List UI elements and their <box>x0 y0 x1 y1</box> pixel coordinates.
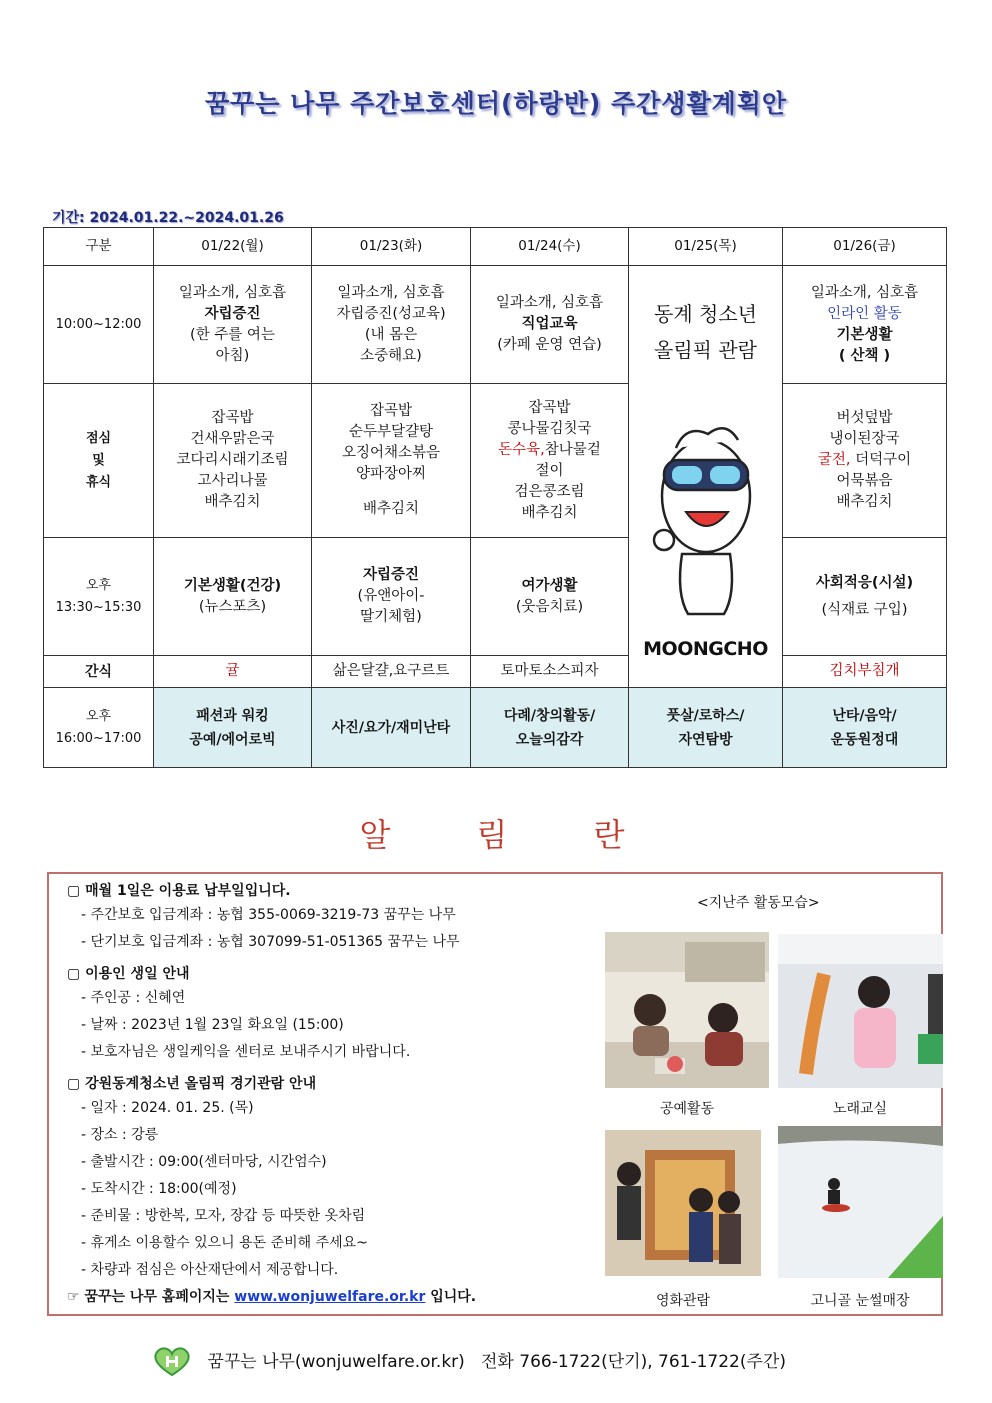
line: 인라인 활동 <box>827 305 902 322</box>
line: 잡곡밥 <box>369 403 413 419</box>
homepage-line <box>67 1284 627 1310</box>
line: 배추김치 <box>204 494 261 510</box>
line: 버섯덮밥 <box>836 410 893 426</box>
line: 코다리시래기조림 <box>176 452 289 468</box>
homepage-suffix: 입니다. <box>430 1289 477 1305</box>
photo-caption: 영화관람 <box>655 1293 711 1309</box>
period-label: 기간: 2024.01.22.~2024.01.26 <box>52 210 284 226</box>
text: 더덕구이 <box>850 452 912 468</box>
line: 냉이된장국 <box>829 431 900 447</box>
photo-caption: 고니골 눈썰매장 <box>810 1293 910 1309</box>
line: 배추김치 <box>521 504 578 521</box>
line: (카페 운영 연습) <box>497 337 602 353</box>
notice-item: - 보호자님은 생일케익을 센터로 보내주시기 바랍니다. <box>81 1044 411 1060</box>
line: ( 산책 ) <box>838 347 891 364</box>
line: 자립증진(성교육) <box>336 305 446 322</box>
homepage-link[interactable]: www.wonjuwelfare.or.kr <box>234 1289 426 1305</box>
header-fri: 01/26(금) <box>783 228 947 266</box>
notice-heading: ▢ 이용인 생일 안내 <box>67 966 190 982</box>
line: 풋살/로하스/ <box>666 707 745 724</box>
mascot-label: MOONGCHO <box>643 638 768 660</box>
cell-wed-afternoon <box>471 538 629 656</box>
notice-item: - 장소 : 강릉 <box>81 1127 159 1143</box>
cell-mon-snack: 귤 <box>154 656 312 688</box>
line: 잡곡밥 <box>211 410 254 426</box>
line: 콩나물김칫국 <box>507 420 592 437</box>
line: 잡곡밥 <box>528 399 571 416</box>
line: 자립증진 <box>204 305 261 322</box>
photo-movie <box>605 1130 761 1276</box>
line: 자립증진 <box>362 567 420 583</box>
notice-heading: ▢ 매월 1일은 이용료 납부일입니다. <box>67 883 291 899</box>
footer-text: 꿈꾸는 나무(wonjuwelfare.or.kr) 전화 766-1722(단기), 761-1722(주간) <box>207 1352 786 1372</box>
notice-item: - 단기보호 입금계좌 : 농협 307099-51-051365 꿈꾸는 나무 <box>81 934 460 950</box>
line: (내 몸은 <box>364 326 418 343</box>
cell-wed-snack: 토마토소스피자 <box>471 656 629 688</box>
notice-heading: ▢ 강원동계청소년 올림픽 경기관람 안내 <box>67 1076 317 1092</box>
header-category: 구분 <box>44 228 154 266</box>
weekly-plan-table <box>43 227 947 768</box>
spacer <box>315 485 467 499</box>
cell-wed-morning <box>471 266 629 384</box>
notice-list <box>67 880 627 1310</box>
photo-caption: 공예활동 <box>659 1101 715 1117</box>
line: 오후 <box>85 577 112 593</box>
line: 일과소개, 심호흡 <box>178 284 287 301</box>
mascot-icon <box>646 414 766 639</box>
line: 소중해요) <box>360 347 422 364</box>
event-line: 올림픽 관람 <box>654 338 757 362</box>
photo-sledding <box>778 1126 943 1278</box>
line: 공예/에어로빅 <box>189 731 276 748</box>
line: 일과소개, 심호흡 <box>495 295 604 311</box>
line: 16:00~17:00 <box>55 730 142 746</box>
homepage-prefix: ☞ 꿈꾸는 나무 홈페이지는 <box>67 1289 230 1305</box>
line: 오징어채소볶음 <box>341 445 441 461</box>
line: 패션과 워킹 <box>196 707 269 724</box>
line: 오늘의감각 <box>515 731 584 748</box>
photo-singing-image <box>778 934 943 1088</box>
cell-thu-late <box>629 688 783 768</box>
cell-tue-lunch <box>312 384 471 538</box>
table-row <box>44 538 947 656</box>
red-text: 굴전, <box>817 452 851 468</box>
cell-fri-snack: 김치부침개 <box>783 656 947 688</box>
cell-mon-morning <box>154 266 312 384</box>
table-header-row <box>44 228 947 266</box>
line: (유앤아이- <box>357 588 425 604</box>
cell-tue-afternoon <box>312 538 471 656</box>
cell-mon-lunch <box>154 384 312 538</box>
cell-tue-late: 사진/요가/재미난타 <box>312 688 471 768</box>
cell-mon-afternoon <box>154 538 312 656</box>
photos-caption: <지난주 활동모습> <box>697 895 820 911</box>
line: 배추김치 <box>362 501 420 517</box>
line: 운동원정대 <box>830 731 899 748</box>
photo-movie-image <box>605 1130 761 1276</box>
line: (뉴스포츠) <box>198 598 267 615</box>
time-late <box>44 688 154 768</box>
line: 어묵볶음 <box>836 473 893 489</box>
line: 순두부달걀탕 <box>348 424 434 440</box>
line: (식재료 구입) <box>821 601 908 618</box>
time-morning: 10:00~12:00 <box>44 266 154 384</box>
notice-item: - 일자 : 2024. 01. 25. (목) <box>81 1100 254 1116</box>
line: 난타/음악/ <box>832 707 897 724</box>
line: 휴식 <box>85 474 112 490</box>
table-row <box>44 688 947 768</box>
header-thu: 01/25(목) <box>629 228 783 266</box>
line: 기본생활(건강) <box>183 577 282 594</box>
notice-item: - 출발시간 : 09:00(센터마당, 시간엄수) <box>81 1154 327 1170</box>
heart-logo-icon <box>152 1347 192 1377</box>
line: 절이 <box>535 462 564 479</box>
line: 양파장아찌 <box>355 466 427 482</box>
cell-fri-late <box>783 688 947 768</box>
line: 및 <box>92 452 105 468</box>
photo-craft <box>605 932 769 1088</box>
line: 검은콩조림 <box>514 483 585 500</box>
line: 고사리나물 <box>197 473 268 489</box>
footer <box>152 1345 786 1379</box>
line <box>786 450 943 471</box>
time-snack: 간식 <box>44 656 154 688</box>
notice-item: - 도착시간 : 18:00(예정) <box>81 1181 237 1197</box>
line: 일과소개, 심호흡 <box>810 284 919 301</box>
cell-thu-event <box>629 266 783 688</box>
cell-fri-afternoon <box>783 538 947 656</box>
header-wed: 01/24(수) <box>471 228 629 266</box>
line: 기본생활 <box>836 326 893 343</box>
notice-title: 알 림 란 <box>359 816 663 854</box>
cell-tue-morning <box>312 266 471 384</box>
notice-item: - 차량과 점심은 아산재단에서 제공합니다. <box>81 1262 339 1278</box>
photo-craft-image <box>605 932 769 1088</box>
line: (한 주를 여는 <box>190 326 275 343</box>
line: (웃음치료) <box>515 598 584 615</box>
line: 일과소개, 심호흡 <box>337 284 445 301</box>
notice-item: - 날짜 : 2023년 1월 23일 화요일 (15:00) <box>81 1017 344 1033</box>
line: 13:30~15:30 <box>55 599 142 615</box>
line: 직업교육 <box>521 316 578 332</box>
table-row <box>44 266 947 384</box>
time-afternoon <box>44 538 154 656</box>
line: 건새우맑은국 <box>190 431 275 447</box>
photo-singing <box>778 934 943 1088</box>
notice-item: - 주간보호 입금계좌 : 농협 355-0069-3219-73 꿈꾸는 나무 <box>81 907 456 923</box>
cell-wed-late <box>471 688 629 768</box>
cell-fri-lunch <box>783 384 947 538</box>
line: 자연탐방 <box>678 731 733 748</box>
line: 여가생활 <box>521 577 578 594</box>
event-line: 동계 청소년 <box>654 302 757 326</box>
line: 오후 <box>85 708 112 724</box>
notice-item: - 준비물 : 방한복, 모자, 장갑 등 따뜻한 옷차림 <box>81 1208 366 1224</box>
cell-wed-lunch <box>471 384 629 538</box>
red-text: 돈수육, <box>498 441 545 458</box>
header-mon: 01/22(월) <box>154 228 312 266</box>
page-title: 꿈꾸는 나무 주간보호센터(하랑반) 주간생활계획안 <box>204 89 788 118</box>
line: 다례/창의활동/ <box>503 707 596 724</box>
header-tue: 01/23(화) <box>312 228 471 266</box>
notice-item: - 휴게소 이용할수 있으니 용돈 준비해 주세요~ <box>81 1235 368 1251</box>
notice-box <box>47 872 943 1316</box>
photo-caption: 노래교실 <box>832 1101 888 1117</box>
line: 딸기체험) <box>360 609 422 625</box>
cell-fri-morning <box>783 266 947 384</box>
line <box>474 440 625 461</box>
text: 참나물겉 <box>544 441 601 458</box>
line: 점심 <box>85 430 112 446</box>
table-row <box>44 656 947 688</box>
cell-tue-snack: 삶은달걀,요구르트 <box>312 656 471 688</box>
table-row <box>44 384 947 538</box>
photo-sledding-image <box>778 1126 943 1278</box>
time-lunch <box>44 384 154 538</box>
line: 아침) <box>215 347 250 364</box>
line: 사회적응(시설) <box>815 574 914 591</box>
notice-item: - 주인공 : 신혜연 <box>81 990 186 1006</box>
cell-mon-late <box>154 688 312 768</box>
line: 배추김치 <box>836 494 893 510</box>
